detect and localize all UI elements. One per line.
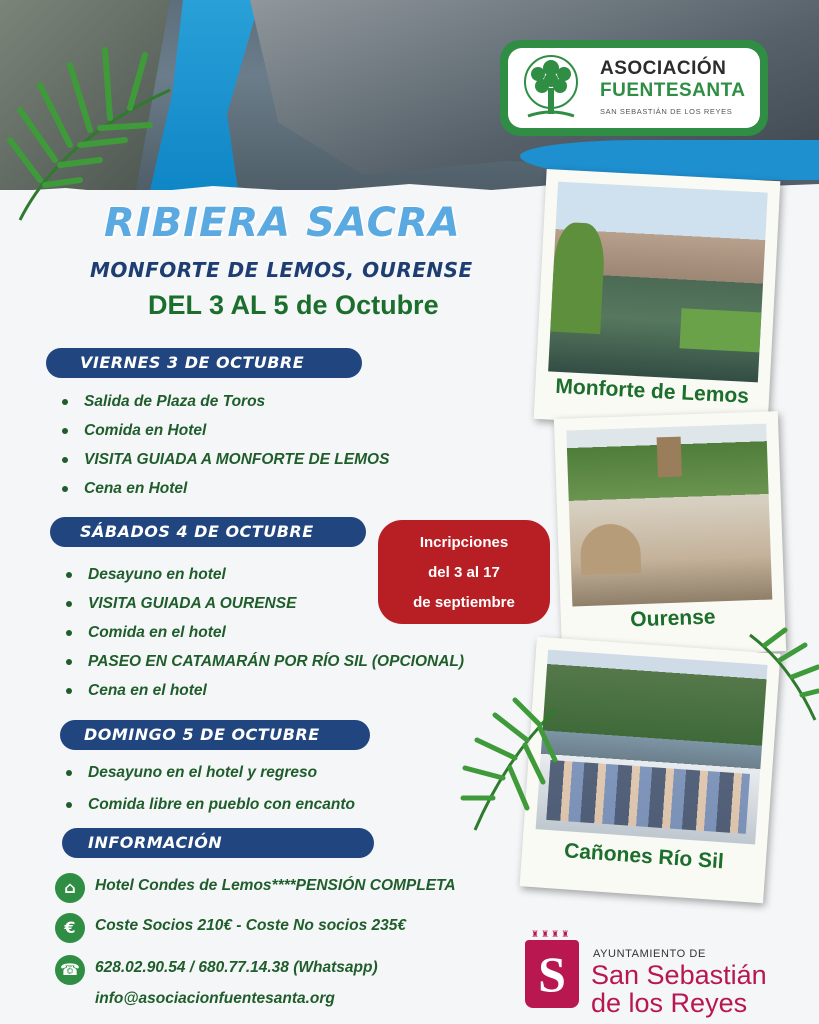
hotel-text: Hotel Condes de Lemos****PENSIÓN COMPLETA	[95, 877, 456, 894]
day-3-list	[62, 758, 355, 819]
list-item: Cena en Hotel	[58, 474, 389, 503]
s-emblem-icon: S	[538, 946, 566, 1002]
list-item: Desayuno en hotel	[62, 560, 464, 589]
crown-icon: ♜♜♜♜	[531, 930, 572, 940]
email-link[interactable]: info@asociacionfuentesanta.org	[95, 990, 335, 1007]
logo-line-3: SAN SEBASTIÁN DE LOS REYES	[600, 107, 733, 116]
canones-image	[536, 650, 768, 845]
day-3-header	[60, 720, 370, 750]
photo-caption-canones: Cañones Río Sil	[563, 839, 725, 874]
tree-icon	[518, 54, 584, 122]
list-item: Comida en Hotel	[58, 416, 389, 445]
ayuntamiento-line-2: San Sebastián	[591, 960, 767, 990]
monforte-image	[548, 182, 768, 383]
palm-leaf-decoration	[740, 625, 819, 725]
photo-ourense	[554, 411, 786, 659]
inscriptions-badge	[378, 520, 550, 624]
ayuntamiento-line-1: AYUNTAMIENTO DE	[593, 948, 706, 960]
palm-leaf-decoration	[455, 690, 565, 840]
list-item: Cena en el hotel	[62, 676, 464, 705]
inscriptions-line-3: de septiembre	[413, 594, 515, 611]
list-item: Desayuno en el hotel y regreso	[62, 758, 355, 787]
phone-text: 628.02.90.54 / 680.77.14.38 (Whatsapp)	[95, 959, 378, 976]
inscriptions-line-2: del 3 al 17	[428, 564, 500, 581]
euro-icon: €	[55, 913, 85, 943]
info-label: INFORMACIÓN	[88, 833, 223, 852]
ourense-image	[566, 424, 772, 607]
phone-icon: ☎	[55, 955, 85, 985]
photo-caption-ourense: Ourense	[629, 605, 716, 632]
photo-caption-monforte: Monforte de Lemos	[554, 374, 750, 408]
home-icon: ⌂	[55, 873, 85, 903]
page-subtitle: MONFORTE DE LEMOS, OURENSE	[90, 258, 473, 282]
list-item: VISITA GUIADA A MONFORTE DE LEMOS	[58, 445, 389, 474]
day-2-label: SÁBADOS 4 DE OCTUBRE	[80, 522, 314, 541]
list-item: Salida de Plaza de Toros	[58, 387, 389, 416]
day-1-header	[46, 348, 362, 378]
list-item: Comida en el hotel	[62, 618, 464, 647]
ayuntamiento-line-3: de los Reyes	[591, 988, 748, 1018]
ayuntamiento-logo	[525, 930, 785, 1020]
day-2-header	[50, 517, 366, 547]
day-1-label: VIERNES 3 DE OCTUBRE	[80, 353, 305, 372]
page-title: RIBIERA SACRA	[104, 200, 461, 246]
day-3-label: DOMINGO 5 DE OCTUBRE	[84, 725, 320, 744]
trip-dates: DEL 3 AL 5 de Octubre	[148, 290, 439, 320]
list-item: PASEO EN CATAMARÁN POR RÍO SIL (OPCIONAL)	[62, 647, 464, 676]
list-item: Comida libre en pueblo con encanto	[62, 790, 355, 819]
inscriptions-line-1: Incripciones	[419, 534, 509, 551]
list-item: VISITA GUIADA A OURENSE	[62, 589, 464, 618]
logo-line-1: ASOCIACIÓN	[600, 58, 727, 79]
association-logo	[500, 40, 768, 136]
logo-line-2: FUENTESANTA	[600, 80, 746, 101]
day-1-list	[58, 387, 389, 503]
photo-monforte	[534, 169, 781, 431]
cost-text: Coste Socios 210€ - Coste No socios 235€	[95, 917, 406, 934]
info-header	[62, 828, 374, 858]
